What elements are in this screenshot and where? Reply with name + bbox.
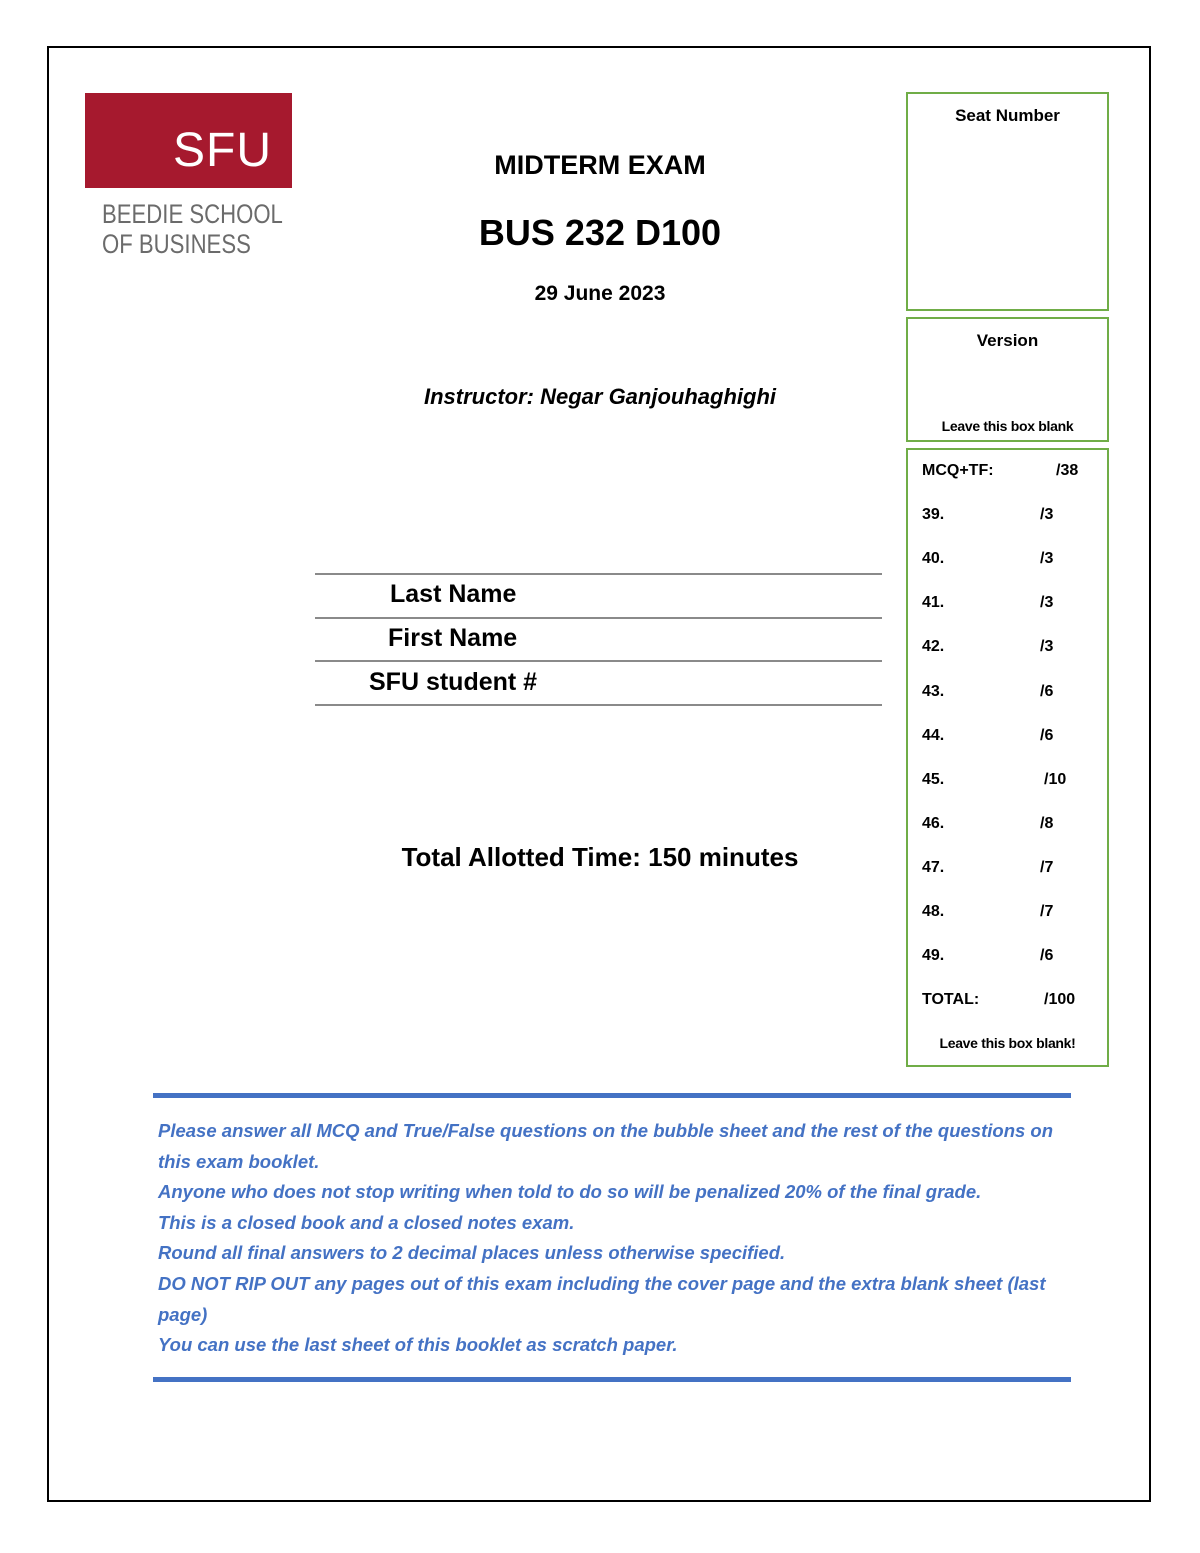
score-max-points: /38 — [1056, 462, 1079, 479]
instruction-line: Anyone who does not stop writing when told to do so will be penalized 20% of the final grade. — [158, 1181, 982, 1203]
score-row — [922, 991, 1093, 1013]
score-max-points: /3 — [1040, 550, 1054, 568]
score-box-note: Leave this box blank! — [939, 1035, 1076, 1051]
instruction-line: Please answer all MCQ and True/False questions on the bubble sheet and the rest of the questions on this exam booklet. — [158, 1120, 1054, 1172]
score-max-points: /7 — [1040, 903, 1054, 920]
seat-number-title: Seat Number — [955, 106, 1060, 125]
score-row — [922, 550, 1093, 572]
score-row — [922, 947, 1093, 969]
score-max-points: /10 — [1044, 770, 1067, 788]
instruction-line: You can use the last sheet of this booklet as scratch paper. — [158, 1334, 678, 1356]
course-code: BUS 232 D100 — [478, 212, 722, 253]
score-question-label: 45. — [922, 770, 945, 788]
score-row — [922, 462, 1093, 484]
score-max-points: /3 — [1040, 638, 1054, 656]
instructor-name: Instructor: Negar Ganjouhaghighi — [423, 384, 776, 409]
logo-brand-text: SFU — [173, 124, 272, 177]
score-question-label: 48. — [922, 903, 945, 920]
total-time: Total Allotted Time: 150 minutes — [401, 842, 799, 872]
field-line-top — [315, 573, 882, 575]
score-row — [922, 683, 1093, 705]
score-row — [922, 859, 1093, 881]
score-question-label: MCQ+TF: — [922, 462, 994, 479]
score-row — [922, 638, 1093, 660]
score-row — [922, 594, 1093, 616]
score-box — [906, 448, 1109, 1067]
instruction-line: Round all final answers to 2 decimal places unless otherwise specified. — [158, 1242, 786, 1264]
logo-school-name: BEEDIE SCHOOL OF BUSINESS — [102, 199, 283, 259]
score-max-points: /6 — [1040, 682, 1054, 700]
student-number-field[interactable] — [315, 704, 882, 706]
sfu-logo — [85, 93, 292, 188]
seat-number-box[interactable] — [906, 92, 1109, 311]
score-max-points: /6 — [1040, 947, 1054, 965]
version-title: Version — [976, 331, 1039, 350]
score-row — [922, 815, 1093, 837]
instructions — [158, 1116, 1078, 1361]
score-max-points: /3 — [1040, 506, 1054, 524]
instruction-line: DO NOT RIP OUT any pages out of this exam including the cover page and the extra blank sheet (last page) — [158, 1272, 1046, 1325]
version-box — [906, 317, 1109, 442]
score-question-label: 49. — [922, 947, 945, 965]
instructions-top-rule — [153, 1093, 1071, 1098]
score-max-points: /3 — [1040, 594, 1054, 612]
score-row — [922, 727, 1093, 749]
score-row — [922, 771, 1093, 793]
score-question-label: 39. — [922, 506, 945, 524]
exam-date: 29 June 2023 — [534, 282, 666, 305]
score-question-label: 41. — [922, 594, 945, 612]
first-name-field[interactable] — [315, 660, 882, 662]
score-question-label: TOTAL: — [922, 991, 980, 1009]
score-row — [922, 506, 1093, 528]
score-question-label: 42. — [922, 638, 945, 656]
score-question-label: 40. — [922, 550, 945, 568]
first-name-label: First Name — [388, 624, 518, 652]
score-question-label: 46. — [922, 814, 945, 832]
last-name-field[interactable] — [315, 617, 882, 619]
score-max-points: /8 — [1040, 814, 1054, 832]
score-row — [922, 903, 1093, 925]
score-question-label: 47. — [922, 858, 945, 876]
score-question-label: 43. — [922, 682, 945, 700]
student-number-label: SFU student # — [369, 668, 538, 696]
instructions-bottom-rule — [153, 1377, 1071, 1382]
version-note: Leave this box blank — [941, 418, 1074, 434]
score-max-points: /100 — [1044, 991, 1076, 1009]
last-name-label: Last Name — [390, 580, 517, 608]
instruction-line: This is a closed book and a closed notes exam. — [158, 1211, 575, 1233]
exam-title: MIDTERM EXAM — [494, 150, 706, 180]
score-max-points: /7 — [1040, 858, 1054, 876]
score-question-label: 44. — [922, 726, 945, 744]
score-max-points: /6 — [1040, 726, 1054, 744]
